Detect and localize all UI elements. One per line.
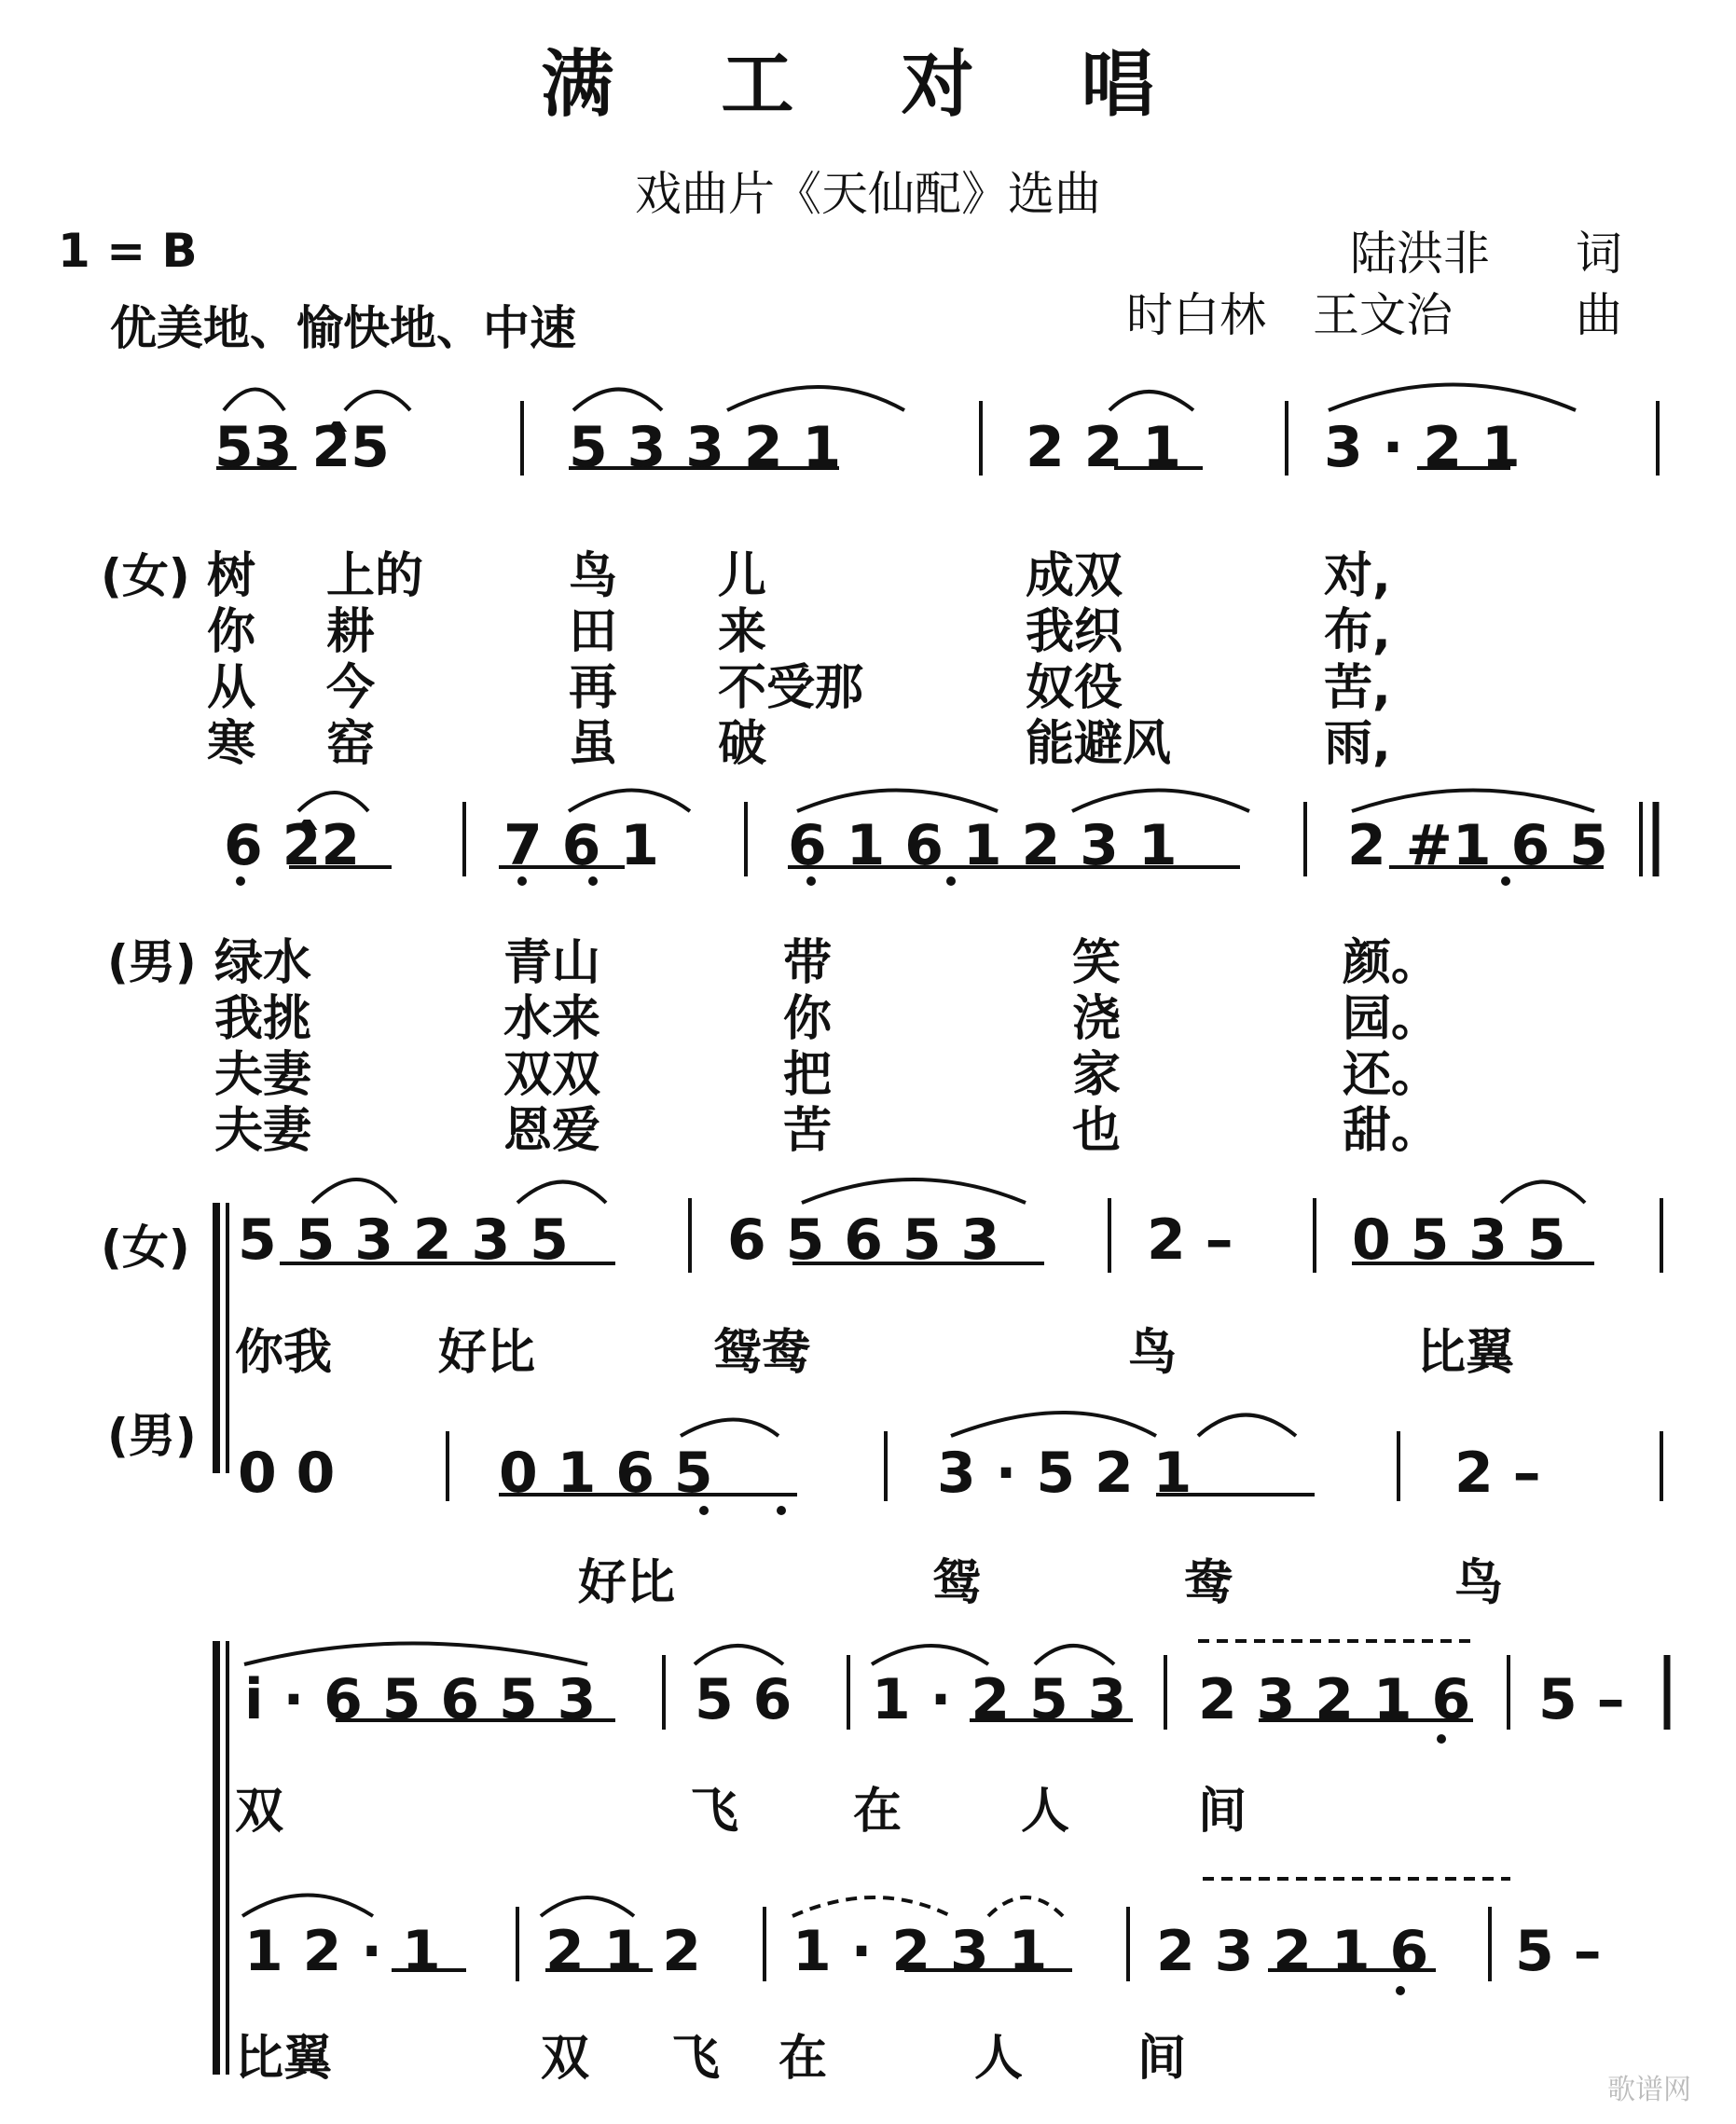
lyric-1-3-4: 不受那 — [718, 660, 864, 716]
composer-role: 曲 — [1576, 288, 1622, 342]
lyric-1-2-4: 来 — [718, 604, 767, 660]
role-female-duet: (女) — [101, 1221, 190, 1275]
lyric-2-4-1: 夫妻 — [214, 1103, 312, 1159]
measure-4f-2: 5 6 — [695, 1667, 792, 1732]
measure-1-4: 3 · 2 1 — [1324, 415, 1521, 480]
lyric-2-3-3: 把 — [783, 1047, 833, 1103]
lyric-2-4-4: 也 — [1072, 1103, 1122, 1159]
composer-names: 时白林 王文治 — [1126, 288, 1453, 342]
lyric-1-1-3: 鸟 — [569, 548, 618, 604]
measure-2-2: 7 6 1 — [503, 813, 660, 878]
lyric-1-4-3: 虽 — [569, 716, 618, 772]
lyric-3m-3: 鸯 — [1184, 1555, 1233, 1611]
lyric-2-2-2: 水来 — [503, 991, 601, 1047]
role-female: (女) — [101, 549, 190, 603]
lyric-3f-1: 你我 — [235, 1325, 333, 1381]
measure-3m-1: 0 0 — [238, 1441, 336, 1506]
lyric-2-2-1: 我挑 — [214, 991, 312, 1047]
measure-4f-3: 1 · 2 5 3 — [872, 1667, 1127, 1732]
measure-4m-1: 1 2 · 1 — [244, 1919, 441, 1984]
lyric-1-3-2: 今 — [326, 660, 376, 716]
measure-4f-5: 5 – — [1538, 1667, 1625, 1732]
lyric-2-1-5: 颜。 — [1343, 935, 1440, 991]
lyric-2-3-2: 双双 — [503, 1047, 601, 1103]
lyric-1-4-6: 雨, — [1324, 716, 1391, 772]
lyric-3f-4: 鸟 — [1128, 1325, 1178, 1381]
lyric-2-4-2: 恩爱 — [503, 1103, 601, 1159]
lyric-3f-5: 比翼 — [1417, 1325, 1515, 1381]
lyric-1-1-2: 上的 — [326, 548, 424, 604]
lyric-4f-4: 人 — [1021, 1784, 1070, 1840]
lyric-1-4-2: 窑 — [326, 716, 376, 772]
measure-1-2: 5 3 3 2 1 — [569, 415, 842, 480]
lyric-4m-1: 比翼 — [235, 2031, 333, 2087]
lyric-4m-2: 双 — [541, 2031, 590, 2087]
lyric-2-3-5: 还。 — [1343, 1047, 1440, 1103]
lyric-4m-3: 飞 — [671, 2031, 721, 2087]
measure-4m-5: 5 – — [1515, 1919, 1602, 1984]
role-male: (男) — [107, 935, 197, 989]
site-watermark: 歌谱网 — [1607, 2074, 1691, 2106]
lyric-2-2-3: 你 — [783, 991, 833, 1047]
lyric-2-3-4: 家 — [1072, 1047, 1122, 1103]
lyric-1-3-1: 从 — [207, 660, 256, 716]
measure-3f-4: 0 5 3 5 — [1352, 1207, 1566, 1273]
lyric-2-1-1: 绿水 — [214, 935, 312, 991]
lyric-4f-5: 间 — [1198, 1784, 1247, 1840]
lyric-4f-2: 飞 — [690, 1784, 739, 1840]
lyric-4f-3: 在 — [853, 1784, 902, 1840]
lyric-2-1-3: 带 — [783, 935, 833, 991]
lyric-2-1-4: 笑 — [1072, 935, 1122, 991]
measure-1-3: 2 2 1 — [1026, 415, 1182, 480]
measure-3m-2: 0 1 6 5 — [499, 1441, 713, 1506]
lyric-2-2-5: 园。 — [1343, 991, 1440, 1047]
lyric-4m-6: 间 — [1137, 2031, 1187, 2087]
lyric-4m-5: 人 — [974, 2031, 1024, 2087]
lyric-1-1-4: 儿 — [718, 548, 767, 604]
lyric-4f-1: 双 — [235, 1784, 284, 1840]
measure-3f-2: 6 5 6 5 3 — [727, 1207, 1000, 1273]
lyric-1-4-5: 能避风 — [1026, 716, 1172, 772]
lyric-2-1-2: 青山 — [503, 935, 601, 991]
lyric-1-1-6: 对, — [1324, 548, 1391, 604]
lyric-1-2-5: 我织 — [1026, 604, 1123, 660]
measure-4m-2: 2 1 2 — [545, 1919, 702, 1984]
lyric-3f-2: 好比 — [438, 1325, 536, 1381]
tempo-marking: 优美地、愉快地、中速 — [110, 301, 576, 355]
lyric-1-1-1: 树 — [207, 548, 256, 604]
lyric-1-3-6: 苦, — [1324, 660, 1391, 716]
measure-3m-4: 2 – — [1454, 1441, 1541, 1506]
lyricist-name: 陆洪非 — [1350, 227, 1490, 281]
lyric-2-4-5: 甜。 — [1343, 1103, 1440, 1159]
lyric-1-2-6: 布, — [1324, 604, 1391, 660]
lyric-1-4-4: 破 — [718, 716, 767, 772]
lyric-3m-2: 鸳 — [932, 1555, 982, 1611]
measure-4m-4: 2 3 2 1 6 — [1156, 1919, 1429, 1984]
measure-3m-3: 3 · 5 2 1 — [937, 1441, 1192, 1506]
measure-2-1: 6 2̂2 — [224, 813, 361, 878]
lyric-2-3-1: 夫妻 — [214, 1047, 312, 1103]
measure-3f-1: 5 5 3 2 3 5 — [238, 1207, 569, 1273]
song-subtitle: 戏曲片《天仙配》选曲 — [635, 167, 1101, 221]
lyric-1-2-3: 田 — [569, 604, 618, 660]
measure-4m-3: 1 · 2 3 1 — [792, 1919, 1048, 1984]
key-signature: 1 = B — [58, 224, 198, 278]
measure-1-1: 53 2̂5 — [214, 415, 390, 480]
role-male-duet: (男) — [107, 1409, 197, 1463]
lyric-1-4-1: 寒 — [207, 716, 256, 772]
lyric-1-1-5: 成双 — [1026, 548, 1123, 604]
lyric-1-2-2: 耕 — [326, 604, 376, 660]
measure-2-3: 6 1 6 1 2 3 1 — [788, 813, 1178, 878]
lyric-2-4-3: 苦 — [783, 1103, 833, 1159]
song-title: 满 工 对 唱 — [541, 43, 1195, 127]
lyric-4m-4: 在 — [778, 2031, 828, 2087]
lyric-3m-4: 鸟 — [1454, 1555, 1504, 1611]
measure-3f-3: 2 – — [1147, 1207, 1233, 1273]
lyric-1-2-1: 你 — [207, 604, 256, 660]
lyricist-role: 词 — [1576, 227, 1622, 281]
lyric-1-3-3: 再 — [569, 660, 618, 716]
lyric-3m-1: 好比 — [578, 1555, 676, 1611]
lyric-3f-3: 鸳鸯 — [713, 1325, 811, 1381]
lyric-1-3-5: 奴役 — [1026, 660, 1123, 716]
lyric-2-2-4: 浇 — [1072, 991, 1122, 1047]
measure-2-4: 2 #1 6 5 — [1347, 813, 1608, 878]
measure-4f-4: 2 3 2 1 6 — [1198, 1667, 1471, 1732]
measure-4f-1: i · 6 5 6 5 3 — [244, 1667, 597, 1732]
